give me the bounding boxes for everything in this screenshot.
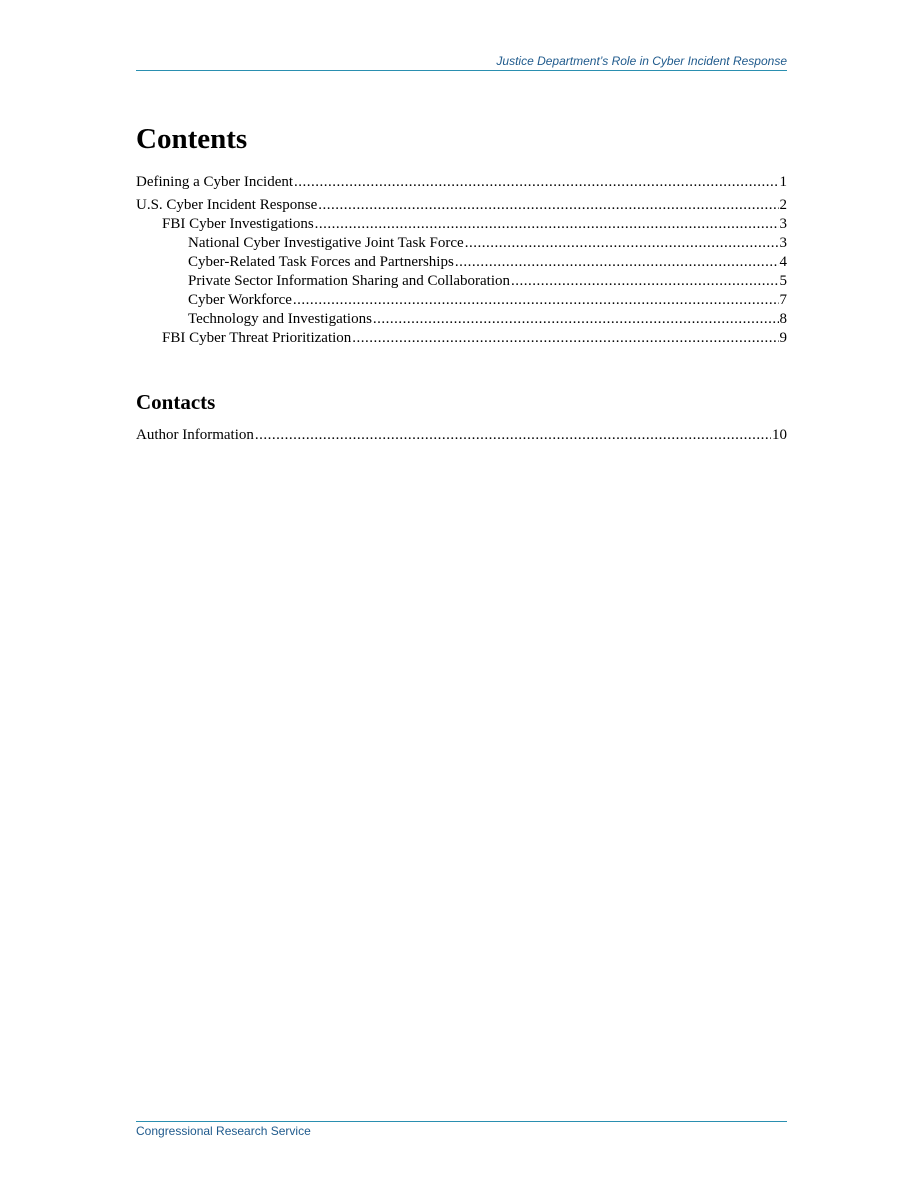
- toc-entry-page: 8: [779, 311, 787, 327]
- toc-entry-page: 9: [779, 330, 787, 346]
- toc-entry-title: Private Sector Information Sharing and Collaboration: [188, 273, 511, 289]
- toc-entry-title: Cyber-Related Task Forces and Partnerships: [188, 254, 454, 270]
- dot-leader: [294, 173, 778, 192]
- toc-entry-title: National Cyber Investigative Joint Task Force: [188, 235, 464, 251]
- contents-heading: Contents: [136, 123, 248, 155]
- contacts-toc: [136, 426, 787, 445]
- dot-leader: [293, 291, 779, 310]
- toc-entry-title: FBI Cyber Investigations: [162, 216, 314, 232]
- toc-entry-page: 3: [779, 235, 787, 251]
- running-header: Justice Department’s Role in Cyber Incident Response: [136, 54, 787, 71]
- toc-entry-title: Cyber Workforce: [188, 292, 292, 308]
- toc-entry-title: Technology and Investigations: [188, 311, 372, 327]
- toc-entry-fbi-cyber-investigations[interactable]: [136, 215, 787, 234]
- dot-leader: [465, 234, 779, 253]
- toc-entry-ncijtf[interactable]: [136, 234, 787, 253]
- dot-leader: [511, 272, 778, 291]
- toc-entry-defining-cyber-incident[interactable]: [136, 173, 787, 192]
- toc-entry-page: 4: [779, 254, 787, 270]
- contents-toc: [136, 173, 787, 348]
- toc-entry-task-forces-partnerships[interactable]: [136, 253, 787, 272]
- toc-entry-title: U.S. Cyber Incident Response: [136, 197, 318, 213]
- toc-entry-title: Defining a Cyber Incident: [136, 174, 294, 190]
- toc-entry-page: 5: [779, 273, 787, 289]
- dot-leader: [315, 215, 779, 234]
- toc-entry-page: 10: [772, 427, 787, 443]
- dot-leader: [255, 426, 771, 445]
- toc-entry-page: 2: [779, 197, 787, 213]
- toc-entry-private-sector-sharing[interactable]: [136, 272, 787, 291]
- toc-entry-page: 3: [779, 216, 787, 232]
- dot-leader: [318, 196, 778, 215]
- dot-leader: [373, 310, 779, 329]
- dot-leader: [455, 253, 779, 272]
- contacts-heading: Contacts: [136, 390, 216, 414]
- toc-entry-cyber-workforce[interactable]: [136, 291, 787, 310]
- toc-entry-page: 1: [779, 174, 787, 190]
- toc-entry-fbi-threat-prioritization[interactable]: [136, 329, 787, 348]
- toc-entry-author-information[interactable]: [136, 426, 787, 445]
- running-footer: Congressional Research Service: [136, 1121, 787, 1138]
- toc-entry-title: Author Information: [136, 427, 254, 443]
- dot-leader: [352, 329, 778, 348]
- toc-entry-technology-investigations[interactable]: [136, 310, 787, 329]
- toc-entry-page: 7: [779, 292, 787, 308]
- toc-entry-title: FBI Cyber Threat Prioritization: [162, 330, 352, 346]
- toc-entry-us-cyber-incident-response[interactable]: [136, 196, 787, 215]
